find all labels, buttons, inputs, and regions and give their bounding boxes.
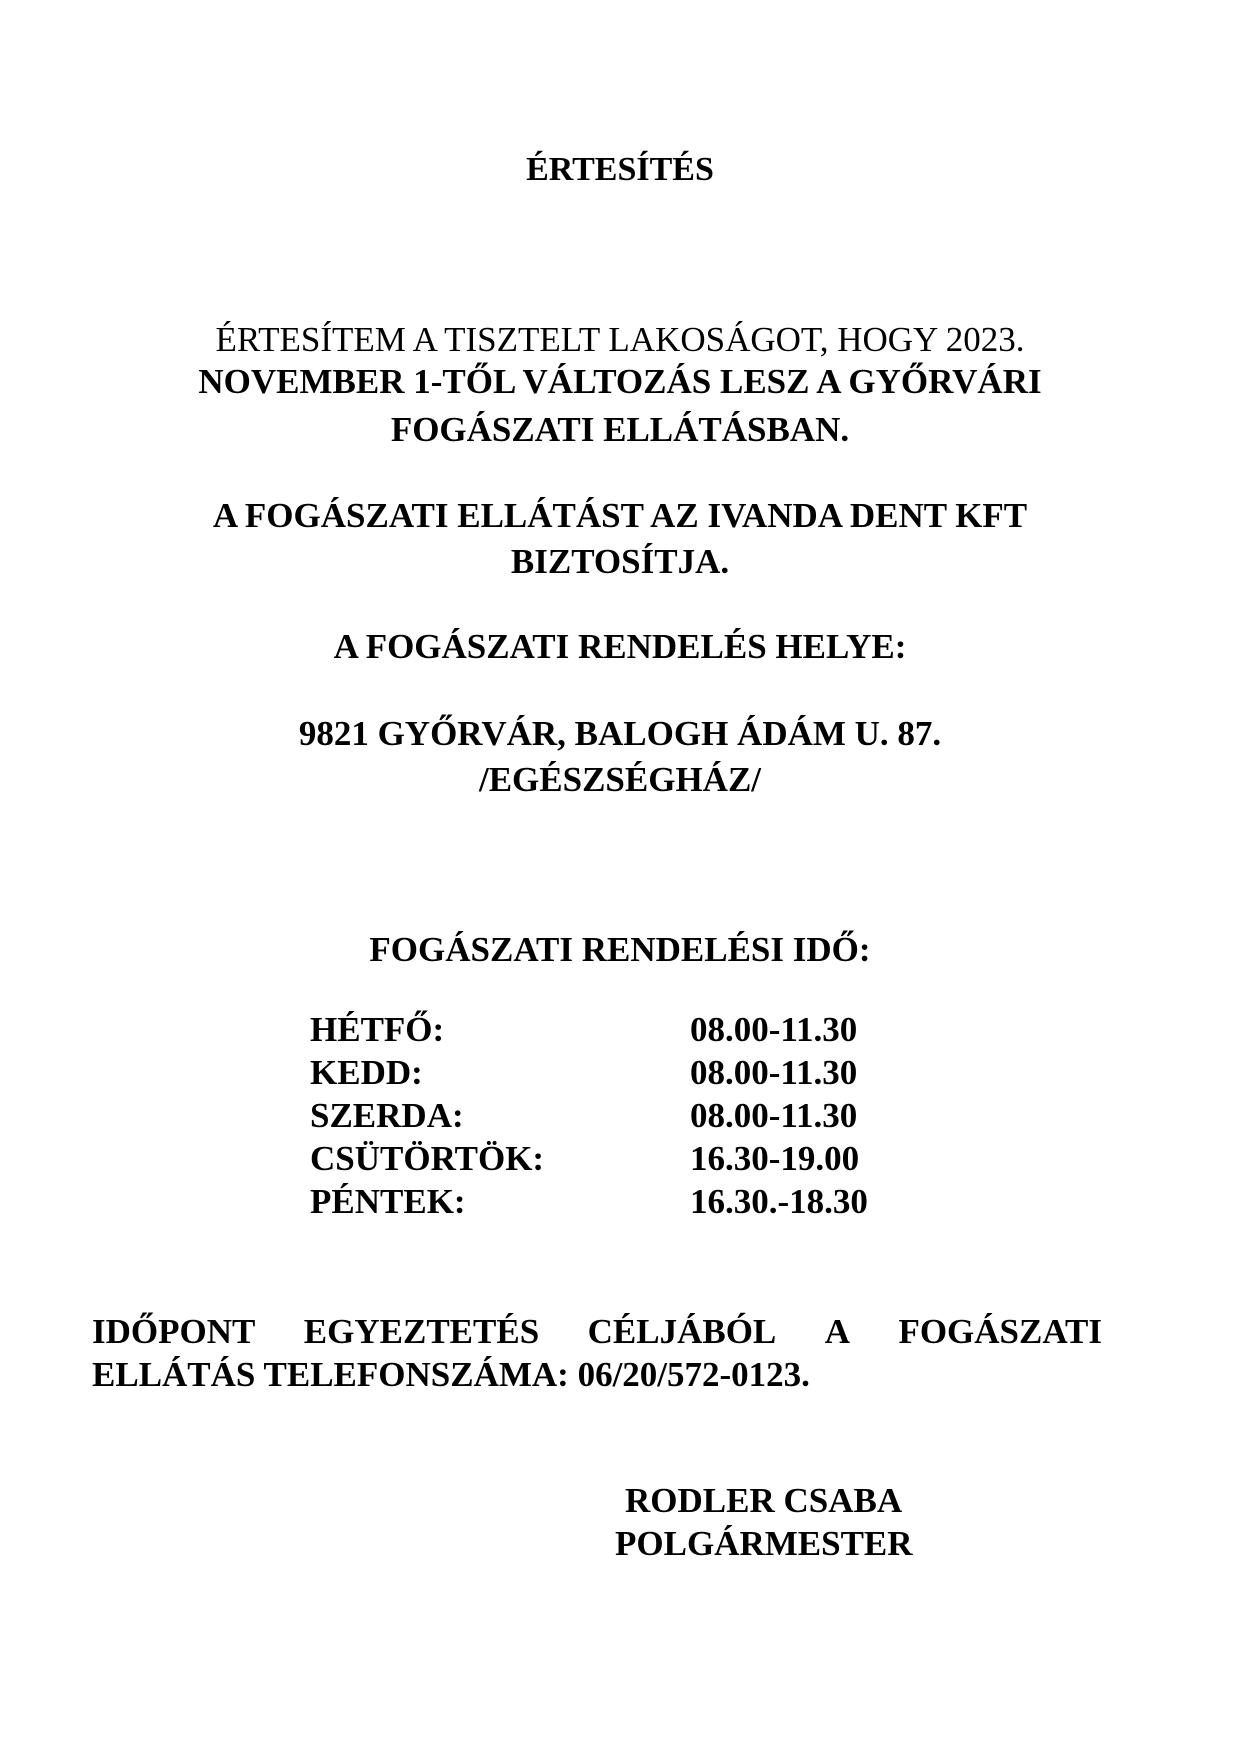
- contact-word: FOGÁSZATI: [898, 1312, 1102, 1351]
- contact-line-2: ELLÁTÁS TELEFONSZÁMA: 06/20/572-0123.: [92, 1355, 810, 1394]
- provider-line-1: A FOGÁSZATI ELLÁTÁST AZ IVANDA DENT KFT: [212, 496, 1028, 535]
- signature-role: POLGÁRMESTER: [615, 1524, 913, 1563]
- contact-line-1: [92, 1312, 1102, 1352]
- schedule-day: KEDD:: [310, 1053, 423, 1092]
- contact-word: A: [824, 1312, 850, 1351]
- intro-line-1: ÉRTESÍTEM A TISZTELT LAKOSÁGOT, HOGY 2023.: [215, 320, 1025, 359]
- schedule-time: 16.30-19.00: [690, 1139, 860, 1178]
- schedule-time: 16.30.-18.30: [690, 1182, 868, 1221]
- schedule-time: 08.00-11.30: [690, 1010, 858, 1049]
- schedule-day: PÉNTEK:: [310, 1182, 466, 1221]
- location-address: 9821 GYŐRVÁR, BALOGH ÁDÁM U. 87.: [298, 714, 942, 753]
- intro-line-3: FOGÁSZATI ELLÁTÁSBAN.: [390, 410, 850, 449]
- location-building: /EGÉSZSÉGHÁZ/: [478, 760, 762, 799]
- signature-name: RODLER CSABA: [625, 1481, 903, 1520]
- provider-line-2: BIZTOSÍTJA.: [510, 542, 730, 581]
- page-title: ÉRTESÍTÉS: [526, 151, 714, 188]
- contact-word: IDŐPONT: [92, 1312, 256, 1351]
- schedule-time: 08.00-11.30: [690, 1096, 858, 1135]
- schedule-day: HÉTFŐ:: [310, 1010, 445, 1049]
- schedule-day: CSÜTÖRTÖK:: [310, 1139, 545, 1178]
- schedule-time: 08.00-11.30: [690, 1053, 858, 1092]
- hours-heading: FOGÁSZATI RENDELÉSI IDŐ:: [369, 930, 871, 969]
- contact-word: EGYEZTETÉS: [303, 1312, 540, 1351]
- intro-line-2: NOVEMBER 1-TŐL VÁLTOZÁS LESZ A GYŐRVÁRI: [198, 362, 1042, 401]
- schedule-day: SZERDA:: [310, 1096, 464, 1135]
- location-heading: A FOGÁSZATI RENDELÉS HELYE:: [333, 627, 907, 666]
- contact-word: CÉLJÁBÓL: [587, 1312, 777, 1351]
